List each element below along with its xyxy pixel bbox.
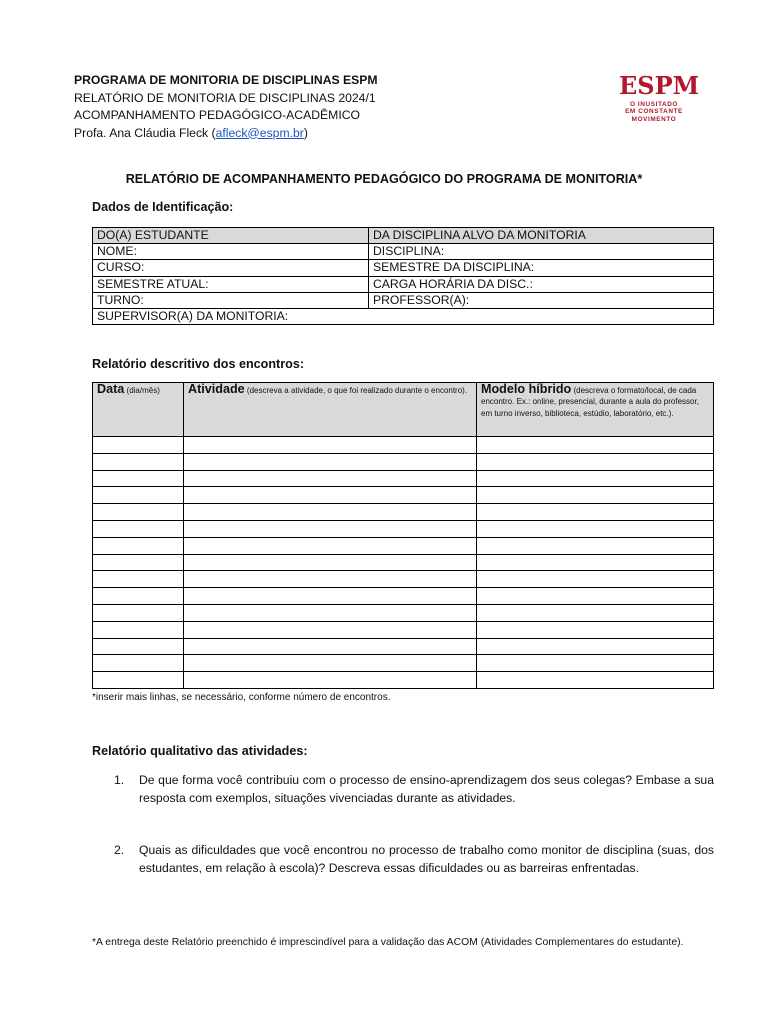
footnote: *A entrega deste Relatório preenchido é imprescindível para a validação das ACOM (Atividades Complementares do estudante). bbox=[92, 937, 684, 948]
activity-cell[interactable] bbox=[184, 588, 477, 605]
date-cell[interactable] bbox=[93, 504, 184, 521]
activity-cell[interactable] bbox=[184, 504, 477, 521]
date-cell[interactable] bbox=[93, 453, 184, 470]
activity-cell[interactable] bbox=[184, 453, 477, 470]
table-row bbox=[93, 504, 714, 521]
date-column-title: Data bbox=[97, 382, 125, 396]
hybrid-model-cell[interactable] bbox=[477, 588, 714, 605]
qualitative-heading: Relatório qualitativo das atividades: bbox=[92, 744, 308, 758]
table-row bbox=[93, 537, 714, 554]
date-cell[interactable] bbox=[93, 520, 184, 537]
workload-field[interactable]: CARGA HORÁRIA DA DISC.: bbox=[369, 276, 714, 292]
hybrid-model-cell[interactable] bbox=[477, 672, 714, 689]
hybrid-model-column-header bbox=[477, 383, 714, 437]
logo-tagline-line: EM CONSTANTE bbox=[625, 108, 683, 116]
date-cell[interactable] bbox=[93, 655, 184, 672]
table-row bbox=[93, 292, 714, 308]
table-row bbox=[93, 260, 714, 276]
date-cell[interactable] bbox=[93, 470, 184, 487]
current-semester-field[interactable]: SEMESTRE ATUAL: bbox=[93, 276, 369, 292]
question-text: De que forma você contribuiu com o processo de ensino-aprendizagem dos seus colegas? Embase a sua resposta com exemplos, situações vivenciadas durante as atividades. bbox=[139, 773, 714, 805]
activity-column-header bbox=[184, 383, 477, 437]
professor-name: Profa. Ana Cláudia Fleck ( bbox=[74, 125, 216, 140]
hybrid-model-column-hint: (descreva o formato/local, de cada encontro. Ex.: online, presencial, durante a aula do professor, em turno inverso, biblioteca, estúdio, laboratório, etc.). bbox=[481, 386, 699, 418]
logo-tagline-line: MOVIMENTO bbox=[631, 115, 677, 123]
activity-cell[interactable] bbox=[184, 470, 477, 487]
table-row bbox=[93, 554, 714, 571]
table-header-row bbox=[93, 383, 714, 437]
hybrid-model-cell[interactable] bbox=[477, 504, 714, 521]
date-cell[interactable] bbox=[93, 588, 184, 605]
question-number: 2. bbox=[114, 843, 125, 857]
hybrid-model-column-title: Modelo híbrido bbox=[481, 382, 572, 396]
identification-table bbox=[92, 227, 714, 325]
supervisor-field[interactable]: SUPERVISOR(A) DA MONITORIA: bbox=[93, 308, 714, 324]
table-row bbox=[93, 588, 714, 605]
table-row bbox=[93, 453, 714, 470]
course-field[interactable]: CURSO: bbox=[93, 260, 369, 276]
hybrid-model-cell[interactable] bbox=[477, 638, 714, 655]
professor-line bbox=[74, 125, 378, 143]
logo-tagline bbox=[619, 101, 689, 123]
activity-cell[interactable] bbox=[184, 554, 477, 571]
activity-cell[interactable] bbox=[184, 655, 477, 672]
professor-email-link[interactable]: afleck@espm.br bbox=[215, 125, 304, 140]
date-column-header bbox=[93, 383, 184, 437]
date-cell[interactable] bbox=[93, 537, 184, 554]
question-number: 1. bbox=[114, 773, 125, 787]
encounters-note: *inserir mais linhas, se necessário, conforme número de encontros. bbox=[92, 692, 391, 703]
identification-heading: Dados de Identificação: bbox=[92, 200, 234, 214]
table-row bbox=[93, 437, 714, 454]
hybrid-model-cell[interactable] bbox=[477, 537, 714, 554]
encounters-heading: Relatório descritivo dos encontros: bbox=[92, 357, 305, 371]
table-row bbox=[93, 604, 714, 621]
report-title: RELATÓRIO DE ACOMPANHAMENTO PEDAGÓGICO DO PROGRAMA DE MONITORIA* bbox=[125, 172, 643, 186]
program-title: PROGRAMA DE MONITORIA DE DISCIPLINAS ESPM bbox=[74, 73, 378, 87]
date-cell[interactable] bbox=[93, 604, 184, 621]
date-column-hint: (dia/mês) bbox=[126, 386, 160, 395]
activity-cell[interactable] bbox=[184, 437, 477, 454]
document-header bbox=[74, 72, 378, 142]
table-row bbox=[93, 470, 714, 487]
activity-column-title: Atividade bbox=[188, 382, 245, 396]
date-cell[interactable] bbox=[93, 487, 184, 504]
hybrid-model-cell[interactable] bbox=[477, 437, 714, 454]
encounters-body bbox=[93, 437, 714, 689]
discipline-column-header: DA DISCIPLINA ALVO DA MONITORIA bbox=[369, 228, 714, 244]
logo-tagline-line: O INUSITADO bbox=[629, 101, 679, 108]
date-cell[interactable] bbox=[93, 554, 184, 571]
activity-cell[interactable] bbox=[184, 604, 477, 621]
activity-column-hint: (descreva a atividade, o que foi realizado durante o encontro). bbox=[246, 386, 468, 395]
date-cell[interactable] bbox=[93, 621, 184, 638]
date-cell[interactable] bbox=[93, 437, 184, 454]
hybrid-model-cell[interactable] bbox=[477, 554, 714, 571]
activity-cell[interactable] bbox=[184, 487, 477, 504]
question-text: Quais as dificuldades que você encontrou no processo de trabalho como monitor de disciplina (suas, dos estudantes, em relação à escola)? Descreva essas dificuldades ou as barreiras enfrentadas. bbox=[139, 843, 714, 875]
table-row bbox=[93, 228, 714, 244]
activity-cell[interactable] bbox=[184, 571, 477, 588]
table-row bbox=[93, 571, 714, 588]
hybrid-model-cell[interactable] bbox=[477, 470, 714, 487]
activity-cell[interactable] bbox=[184, 621, 477, 638]
table-row bbox=[93, 276, 714, 292]
student-column-header: DO(A) ESTUDANTE bbox=[93, 228, 369, 244]
hybrid-model-cell[interactable] bbox=[477, 621, 714, 638]
hybrid-model-cell[interactable] bbox=[477, 655, 714, 672]
activity-cell[interactable] bbox=[184, 520, 477, 537]
question-item bbox=[114, 771, 714, 807]
encounters-table bbox=[92, 382, 714, 689]
date-cell[interactable] bbox=[93, 672, 184, 689]
professor-field[interactable]: PROFESSOR(A): bbox=[369, 292, 714, 308]
hybrid-model-cell[interactable] bbox=[477, 453, 714, 470]
hybrid-model-cell[interactable] bbox=[477, 520, 714, 537]
discipline-semester-field[interactable]: SEMESTRE DA DISCIPLINA: bbox=[369, 260, 714, 276]
hybrid-model-cell[interactable] bbox=[477, 487, 714, 504]
date-cell[interactable] bbox=[93, 571, 184, 588]
table-row bbox=[93, 672, 714, 689]
follow-line: ACOMPANHAMENTO PEDAGÓGICO-ACADÊMICO bbox=[74, 108, 360, 122]
hybrid-model-cell[interactable] bbox=[477, 571, 714, 588]
logo-brand: ESPM bbox=[619, 71, 700, 100]
report-line: RELATÓRIO DE MONITORIA DE DISCIPLINAS 2024/1 bbox=[74, 90, 376, 105]
name-field[interactable]: NOME: bbox=[93, 244, 369, 260]
shift-field[interactable]: TURNO: bbox=[93, 292, 369, 308]
table-row bbox=[93, 244, 714, 260]
hybrid-model-cell[interactable] bbox=[477, 604, 714, 621]
question-item bbox=[114, 841, 714, 877]
table-row bbox=[93, 655, 714, 672]
professor-suffix: ) bbox=[303, 125, 308, 140]
activity-cell[interactable] bbox=[184, 638, 477, 655]
activity-cell[interactable] bbox=[184, 672, 477, 689]
date-cell[interactable] bbox=[93, 638, 184, 655]
table-row bbox=[93, 621, 714, 638]
activity-cell[interactable] bbox=[184, 537, 477, 554]
espm-logo bbox=[619, 71, 700, 123]
table-row bbox=[93, 638, 714, 655]
table-row bbox=[93, 308, 714, 324]
discipline-field[interactable]: DISCIPLINA: bbox=[369, 244, 714, 260]
table-row bbox=[93, 487, 714, 504]
table-row bbox=[93, 520, 714, 537]
